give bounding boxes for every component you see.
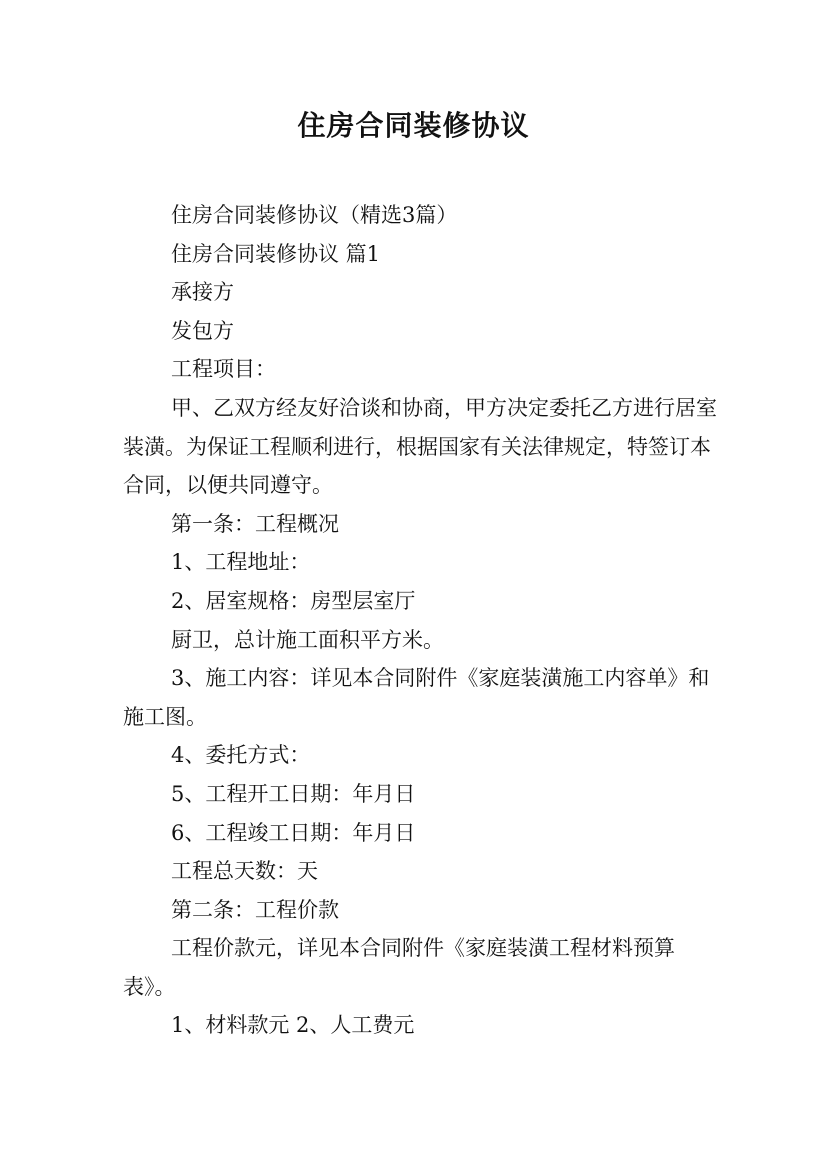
paragraph-article-2: 第二条：工程价款 [171, 897, 339, 922]
paragraph-fees: 1、材料款元 2、人工费元 [171, 1013, 415, 1038]
paragraph-price: 工程价款元，详见本合同附件《家庭装潢工程材料预算表》。 [123, 936, 675, 999]
paragraph-method: 4、委托方式： [171, 743, 311, 768]
paragraph-start-date: 5、工程开工日期：年月日 [171, 781, 416, 806]
paragraph-content: 3、施工内容：详见本合同附件《家庭装潢施工内容单》和施工图。 [123, 666, 710, 729]
paragraph-client: 发包方 [171, 318, 234, 343]
document-title: 住房合同装修协议 [297, 109, 530, 142]
paragraph-area: 厨卫，总计施工面积平方米。 [171, 627, 444, 652]
paragraph-intro: 住房合同装修协议（精选3篇） [171, 203, 458, 227]
paragraph-address: 1、工程地址： [171, 550, 311, 575]
paragraph-contractor: 承接方 [171, 280, 234, 305]
document-body [123, 196, 721, 1045]
paragraph-part-heading: 住房合同装修协议 篇1 [171, 241, 381, 266]
paragraph-article-1: 第一条：工程概况 [171, 511, 339, 536]
paragraph-total-days: 工程总天数：天 [171, 859, 318, 884]
paragraph-project: 工程项目： [171, 357, 276, 382]
paragraph-agreement: 甲、乙双方经友好洽谈和协商，甲方决定委托乙方进行居室装潢。为保证工程顺利进行，根据国家有关法律规定，特签订本合同，以便共同遵守。 [123, 395, 717, 498]
paragraph-room-spec: 2、居室规格：房型层室厅 [171, 588, 416, 613]
paragraph-finish-date: 6、工程竣工日期：年月日 [171, 820, 416, 845]
